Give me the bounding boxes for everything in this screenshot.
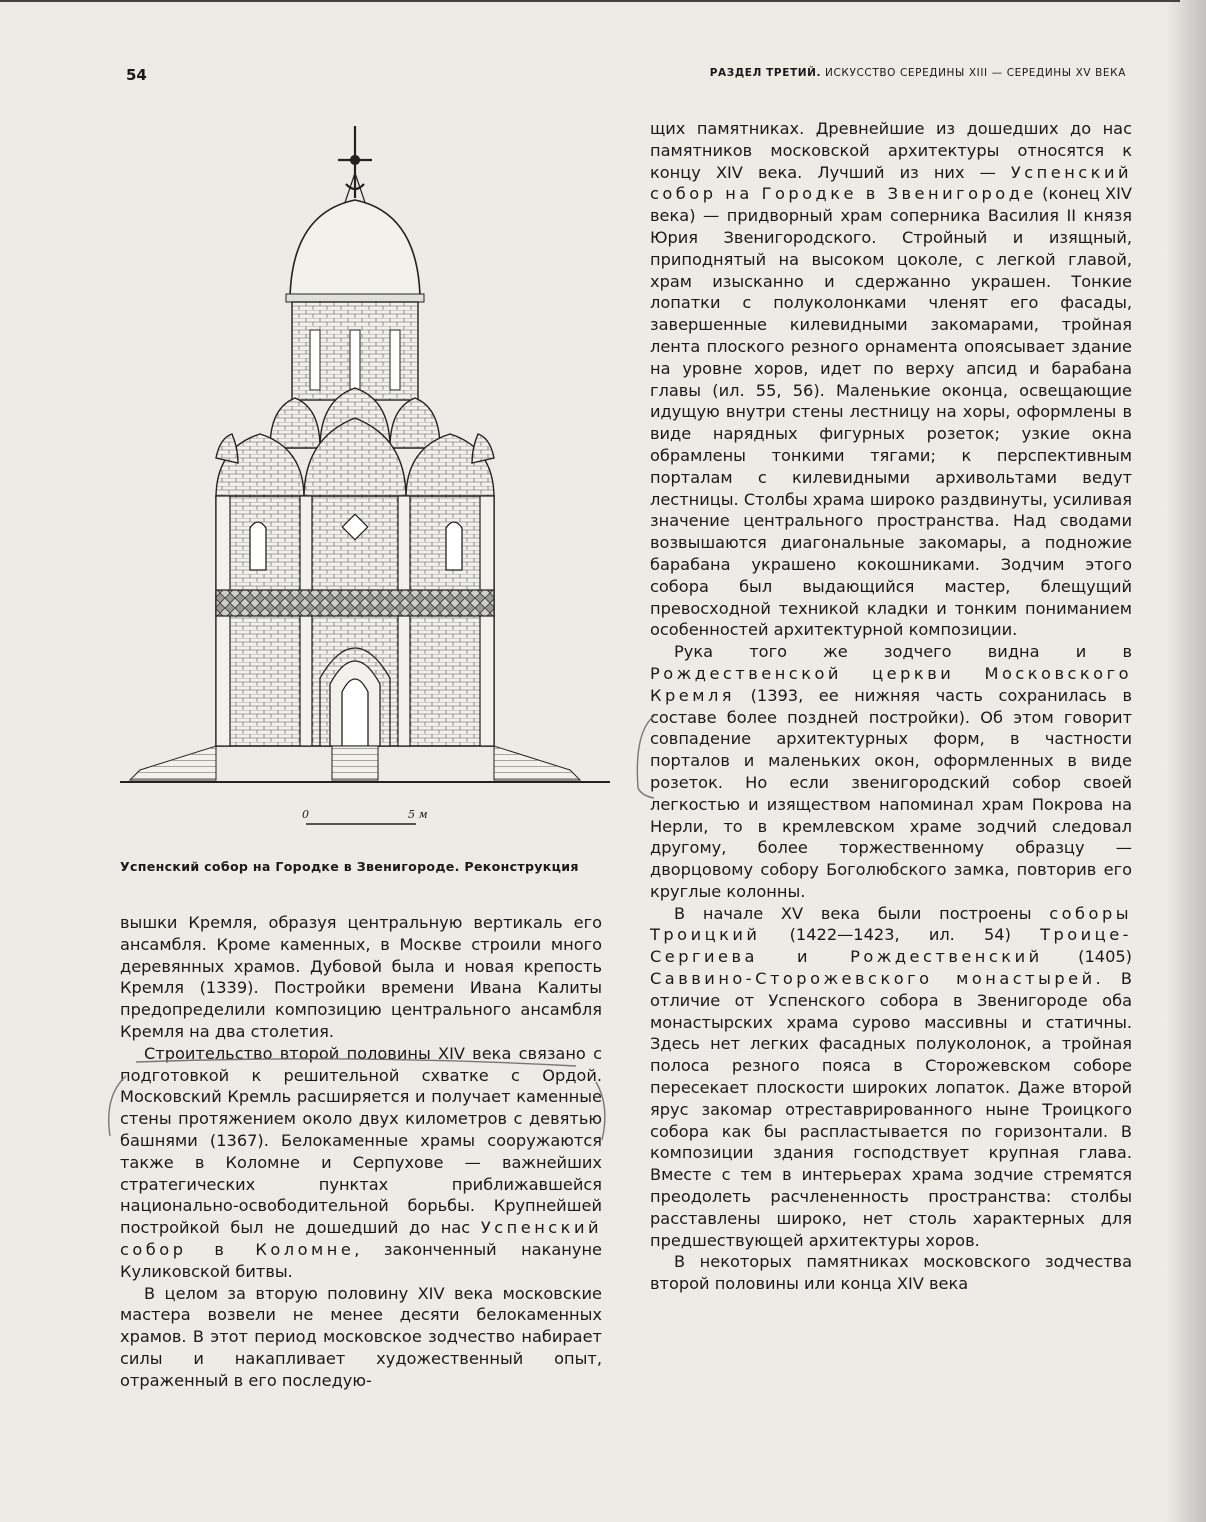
right-paragraph-4: В некоторых памятниках московского зодчества второй половины или конца XIV века (650, 1252, 1132, 1294)
right-p3-spaced-2: Троице-Сергиева и Рождественский (650, 925, 1132, 967)
scale-end-label: 5 м (408, 808, 428, 821)
right-p2-text-b: (1393, ее нижняя часть сохранилась в составе более поздней постройки). Об этом говорит совпадение архитектурных форм, в частности порталов и маленьких окон, оформленных в виде розеток. Но если звенигородский собор своей легкостью и изяществом напоминал храм Покрова на Нерли, то в кремлевском храме зодчий следовал другому, более торжественному образцу — дворцовому собору Боголюбского замка, повторив его круглые колонны. (650, 685, 1132, 901)
right-paragraph-1 (650, 118, 1132, 641)
right-p2-spaced: Рождественской церкви Московского Кремля (650, 663, 1132, 705)
right-paragraph-2 (650, 641, 1132, 903)
left-p2-text-b: , законченный накануне Куликовской битвы. (120, 1239, 602, 1281)
right-p3-spaced-3: Саввино-Сторожевского монастырей (650, 969, 1096, 989)
left-paragraph-3: В целом за вторую половину XIV века московские мастера возвели не менее десяти белокаменных храмов. В этот период московское зодчество набирает силы и накапливает художественный опыт, отраженный в его последую- (120, 1283, 602, 1390)
running-head-title: ИСКУССТВО СЕРЕДИНЫ XIII — СЕРЕДИНЫ XV ВЕКА (821, 67, 1126, 79)
figure-caption: Успенский собор на Городке в Звенигороде. Реконструкция (120, 859, 579, 874)
left-p2-text-a: Строительство второй половины XIV века связано с подготовкой к решительной схватке с Ордой. Московский Кремль расширяется и получает каменные стены протяжением около двух километров с девятью башнями (1367). Белокаменные храмы сооружаются также в Коломне и Серпухове — важнейших стратегических пунктах приближавшейся национально-освободительной борьбы. Крупнейшей постройкой был не дошедший до нас (120, 1043, 602, 1238)
right-p1-text-a: щих памятниках. Древнейшие из дошедших до нас памятников московской архитектуры относятся к концу XIV века. Лучший из них — (650, 119, 1132, 182)
left-paragraph-2 (120, 1043, 602, 1283)
dome-shape (290, 200, 420, 298)
cathedral-drawing (120, 118, 610, 838)
stairs (130, 746, 580, 780)
left-column (120, 912, 602, 1392)
right-p3-text-d: . В отличие от Успенского собора в Звенигороде оба монастырских храма сурово массивны и статичны. Здесь нет легких фасадных полуколонок, а тройная полоса резного пояса в Сторожевском соборе пересекает плоскости широких лопаток. Даже второй ярус закомар отреставрированного ныне Троицкого собора как бы распластывается по горизонтали. В композиции здания господствует крупная глава. Вместе с тем в интерьерах храма зодчие стремятся преодолеть расчлененность пространства: столбы расставлены широко, нет столь характерных для предшествующей архитектуры хоров. (650, 969, 1132, 1250)
right-p3-spaced-1: соборы Троицкий (650, 903, 1132, 945)
right-p2-text-a: Рука того же зодчего видна и в (674, 642, 1132, 662)
page-top-rule (0, 0, 1180, 2)
zakomary (216, 418, 494, 498)
right-column (650, 118, 1132, 1295)
right-p3-text-b: (1422—1423, ил. 54) (760, 925, 1041, 945)
page-number: 54 (126, 66, 147, 84)
right-p1-text-b: (конец XIV века) — придворный храм соперника Василия II князя Юрия Звенигородского. Стройный и изящный, приподнятый на высоком цоколе, с легкой главой, храм изысканно и сдержанно украшен. Тонкие лопатки с полуколонками членят его фасады, завершенные килевидными закомарами, тройная лента плоского резного орнамента опоясывает здание на уровне хоров, идет по верху апсид и барабана главы (ил. 55, 56). Маленькие оконца, освещающие идущую внутри стены лестницу на хоры, оформлены в виде нарядных фигурных розеток; узкие окна обрамлены тонкими тягами; к перспективным порталам с килевидными архивольтами ведут лестницы. Столбы храма широко раздвинуты, усиливая значение центрального пространства. Над сводами возвышаются диагональные закомары, а подножие барабана украшено кокошниками. Зодчим этого собора был выдающийся мастер, блещущий превосходной техникой кладки и тонким пониманием особенностей архитектурной композиции. (650, 184, 1132, 640)
running-head (710, 67, 1126, 79)
left-paragraph-1: вышки Кремля, образуя центральную вертикаль его ансамбля. Кроме каменных, в Москве строили много деревянных храмов. Дубовой была и новая крепость Кремля (1339). Постройки времени Ивана Калиты предопределили композицию центрального ансамбля Кремля на два столетия. (120, 913, 602, 1041)
right-p3-text-c: (1405) (1042, 947, 1132, 967)
right-p3-text-a: В начале XV века были построены (674, 903, 1050, 923)
scale-bar (302, 808, 428, 824)
running-head-section: РАЗДЕЛ ТРЕТИЙ. (709, 67, 822, 79)
page-edge-shadow (1166, 0, 1206, 1522)
right-p1-spaced: Успенский собор на Городке в Звенигороде (650, 162, 1132, 204)
right-paragraph-3 (650, 903, 1132, 1252)
scale-start-label: 0 (302, 808, 309, 821)
ornament-band (216, 590, 494, 616)
left-p2-spaced: Успенский собор в Коломне (120, 1218, 602, 1259)
portal (320, 648, 390, 746)
